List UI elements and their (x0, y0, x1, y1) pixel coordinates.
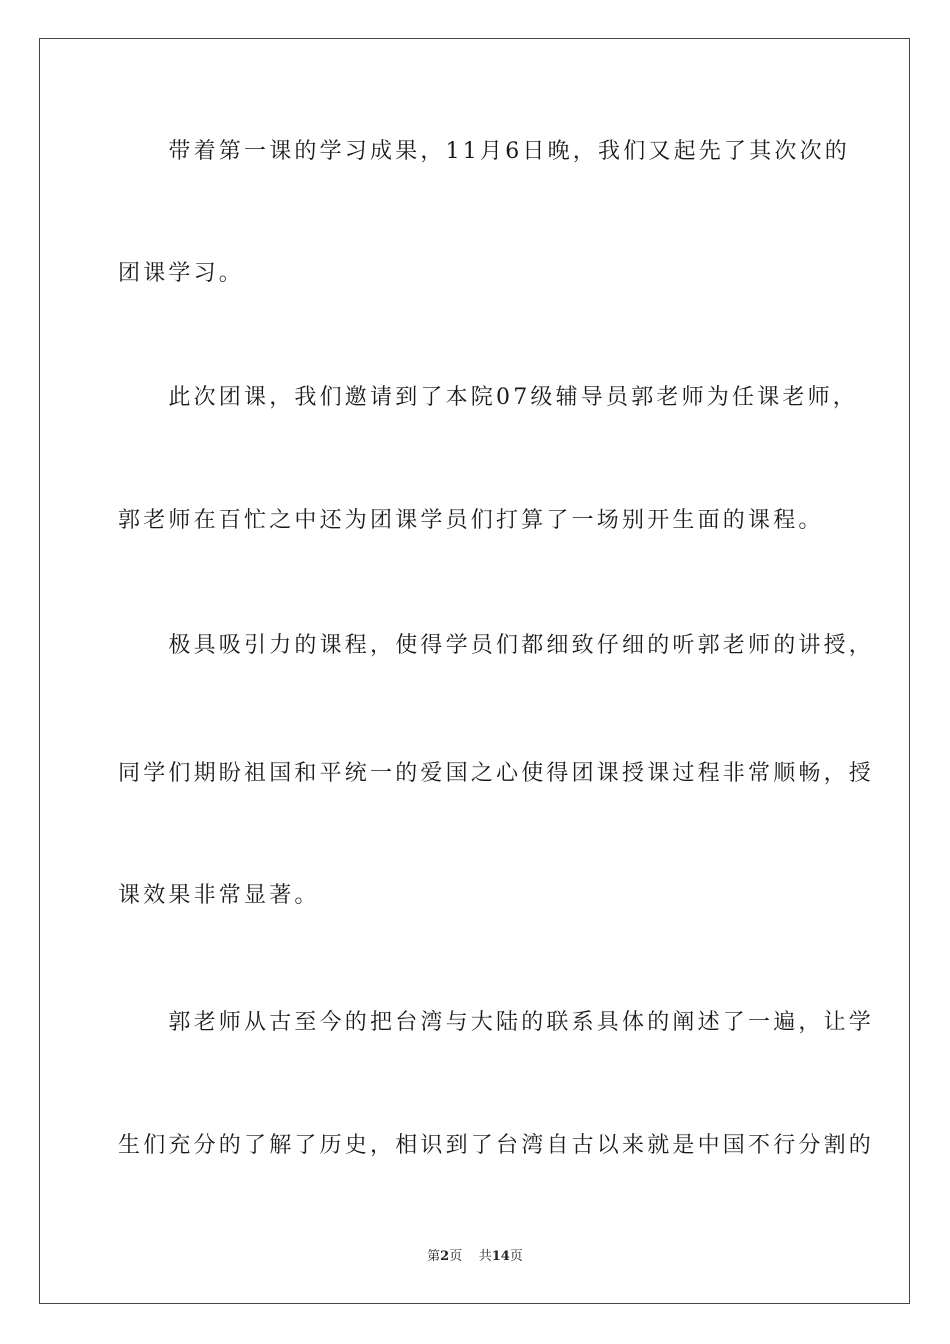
text-line-4: 郭老师在百忙之中还为团课学员们打算了一场别开生面的课程。 (118, 508, 824, 533)
text-line-2: 团课学习。 (118, 261, 245, 286)
text-line-6: 同学们期盼祖国和平统一的爱国之心使得团课授课过程非常顺畅，授 (118, 761, 875, 786)
text-line-9: 生们充分的了解了历史，相识到了台湾自古以来就是中国不行分割的 (118, 1133, 875, 1158)
total-pages: 14 (491, 1249, 510, 1264)
text-line-1: 带着第一课的学习成果，11月6日晚，我们又起先了其次次的 (118, 139, 850, 164)
text-line-5: 极具吸引力的课程，使得学员们都细致仔细的听郭老师的讲授， (118, 633, 875, 658)
text-line-3: 此次团课，我们邀请到了本院07级辅导员郭老师为任课老师， (118, 385, 858, 410)
total-prefix: 共 (478, 1249, 492, 1264)
page-prefix: 第 (427, 1249, 441, 1264)
page-suffix: 页 (449, 1249, 463, 1264)
text-line-7: 课效果非常显著。 (118, 883, 320, 908)
total-suffix: 页 (509, 1249, 523, 1264)
page-footer (0, 1248, 950, 1266)
text-line-8: 郭老师从古至今的把台湾与大陆的联系具体的阐述了一遍，让学 (118, 1010, 875, 1035)
page-border (39, 38, 910, 1304)
page-number: 2 (440, 1249, 450, 1264)
